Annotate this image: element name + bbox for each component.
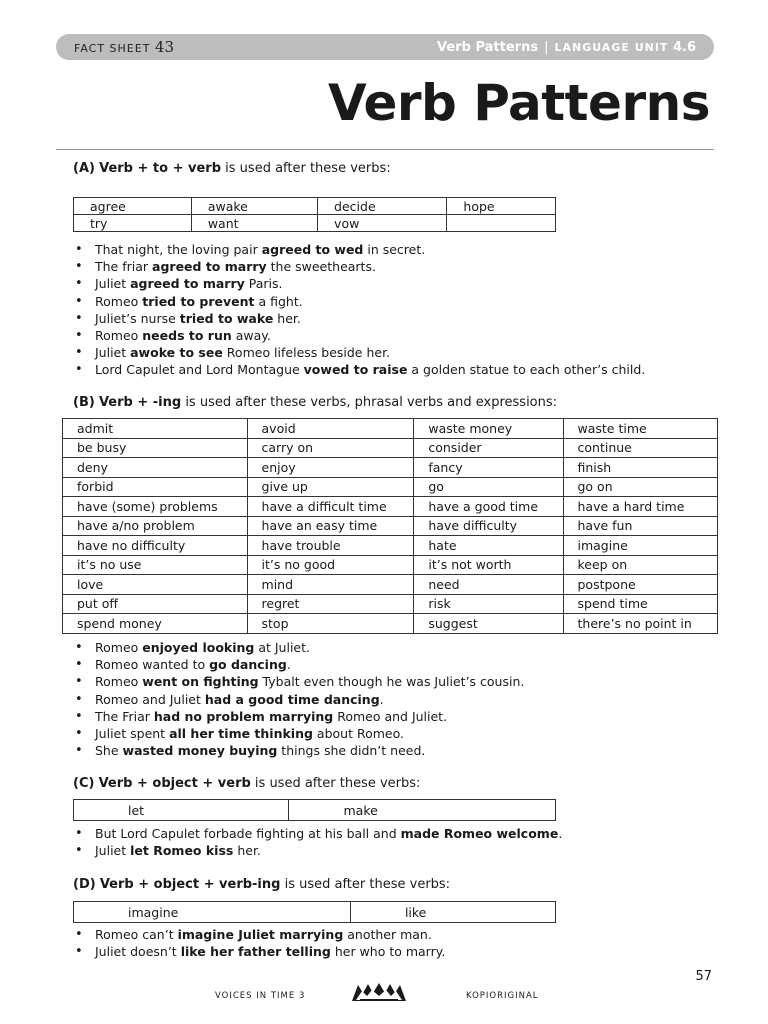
verb-pattern-highlight: let Romeo kiss <box>130 843 234 859</box>
sentence-text: . <box>379 691 384 707</box>
example-sentence <box>73 926 445 943</box>
sentence-text: her. <box>233 843 261 859</box>
example-sentence <box>73 673 524 690</box>
sentence-text: But Lord Capulet forbade fighting at his ball and <box>95 826 401 841</box>
section-d-table <box>73 901 556 923</box>
table-cell: enjoy <box>247 458 414 478</box>
table-cell: be busy <box>63 438 248 458</box>
sentence-text: Juliet <box>95 843 131 859</box>
section-d-description: is used after these verbs: <box>280 877 451 892</box>
verb-pattern-highlight: vowed to raise <box>303 362 408 378</box>
sentence-text: Juliet spent <box>95 725 170 741</box>
sentence-text: Juliet <box>95 276 131 292</box>
table-row <box>74 902 556 923</box>
verb-pattern-highlight: tried to wake <box>179 310 274 326</box>
topic-text: Verb Patterns <box>437 39 539 55</box>
verb-pattern-highlight: awoke to see <box>130 345 223 361</box>
section-d-examples <box>73 926 445 960</box>
table-cell: have trouble <box>247 536 414 556</box>
damm-logo <box>350 981 408 1003</box>
sentence-text: things she didn’t need. <box>277 743 426 759</box>
verb-pattern-highlight: tried to prevent <box>142 293 255 309</box>
example-sentence <box>73 258 645 275</box>
table-cell: continue <box>563 438 718 458</box>
verb-pattern-highlight: enjoyed looking <box>142 640 255 655</box>
table-cell: admit <box>63 419 248 439</box>
verb-pattern-highlight: agreed to marry <box>152 259 267 275</box>
table-cell: it’s no use <box>63 555 248 575</box>
section-d-pattern: Verb + object + verb-ing <box>99 877 281 892</box>
sentence-text: . <box>286 657 291 673</box>
verb-pattern-highlight: go dancing <box>209 657 287 673</box>
sentence-text: Romeo <box>95 293 143 309</box>
table-row <box>63 614 718 634</box>
section-a-description: is used after these verbs: <box>221 161 391 176</box>
header-bar <box>56 34 714 60</box>
table-cell: it’s not worth <box>414 555 563 575</box>
section-b-letter: (B) <box>73 395 95 410</box>
sentence-text: away. <box>231 327 271 343</box>
table-row <box>74 198 556 215</box>
section-d-heading <box>73 877 450 892</box>
sentence-text: Romeo can’t <box>95 927 178 942</box>
section-a-examples <box>73 241 645 379</box>
section-a-table <box>73 197 556 232</box>
sentence-text: the sweethearts. <box>266 259 376 275</box>
sentence-text: in secret. <box>363 242 426 257</box>
unit-text: LANGUAGE UNIT <box>554 40 669 54</box>
unit-label <box>437 40 696 55</box>
example-sentence <box>73 656 524 673</box>
table-cell: go <box>414 477 563 497</box>
example-sentence <box>73 842 562 859</box>
separator: | <box>544 39 549 55</box>
verb-pattern-highlight: imagine Juliet marrying <box>177 927 344 942</box>
table-row <box>63 419 718 439</box>
table-cell: want <box>191 215 317 232</box>
verb-pattern-highlight: had no problem marrying <box>153 708 334 724</box>
example-sentence <box>73 327 645 344</box>
example-sentence <box>73 361 645 378</box>
table-cell: consider <box>414 438 563 458</box>
table-cell: make <box>289 800 556 821</box>
table-cell: it’s no good <box>247 555 414 575</box>
sentence-text: a golden statue to each other’s child. <box>407 362 646 378</box>
page-number: 57 <box>695 969 712 984</box>
example-sentence <box>73 708 524 725</box>
verb-pattern-highlight: wasted money buying <box>122 743 278 759</box>
table-cell: let <box>74 800 289 821</box>
table-cell: spend money <box>63 614 248 634</box>
table-cell: have difficulty <box>414 516 563 536</box>
table-cell: vow <box>318 215 447 232</box>
sentence-text: . <box>558 826 563 841</box>
table-cell: keep on <box>563 555 718 575</box>
example-sentence <box>73 241 645 258</box>
table-cell: give up <box>247 477 414 497</box>
table-row <box>63 555 718 575</box>
section-c-examples <box>73 825 562 859</box>
page-title: Verb Patterns <box>327 74 710 132</box>
sentence-text: her who to marry. <box>330 944 446 960</box>
table-row <box>63 575 718 595</box>
section-c-description: is used after these verbs: <box>250 776 421 791</box>
section-a-pattern: Verb + to + verb <box>99 161 222 176</box>
example-sentence <box>73 344 645 361</box>
table-cell: postpone <box>563 575 718 595</box>
section-b-heading <box>73 395 557 410</box>
section-a-heading <box>73 161 391 176</box>
table-cell: mind <box>247 575 414 595</box>
table-row <box>63 438 718 458</box>
kopioriginal-label: KOPIORIGINAL <box>466 991 539 1001</box>
book-title: VOICES IN TIME 3 <box>215 991 306 1001</box>
example-sentence <box>73 275 645 292</box>
section-c-heading <box>73 776 420 791</box>
table-row <box>74 800 556 821</box>
table-cell: decide <box>318 198 447 215</box>
table-cell: love <box>63 575 248 595</box>
sentence-text: She <box>95 743 123 759</box>
verb-pattern-highlight: went on fighting <box>142 674 259 690</box>
table-cell: regret <box>247 594 414 614</box>
table-cell: hope <box>447 198 556 215</box>
table-cell: like <box>350 902 555 923</box>
table-row <box>63 516 718 536</box>
example-sentence <box>73 293 645 310</box>
table-cell <box>447 215 556 232</box>
table-cell: have an easy time <box>247 516 414 536</box>
table-cell: imagine <box>563 536 718 556</box>
table-cell: fancy <box>414 458 563 478</box>
sentence-text: Juliet <box>95 345 131 361</box>
table-cell: have (some) problems <box>63 497 248 517</box>
section-b-table <box>62 418 718 634</box>
table-row <box>63 536 718 556</box>
example-sentence <box>73 639 524 656</box>
sentence-text: Paris. <box>244 276 283 292</box>
sentence-text: That night, the loving pair <box>95 242 262 257</box>
table-cell: have a/no problem <box>63 516 248 536</box>
example-sentence <box>73 825 562 842</box>
sentence-text: a fight. <box>254 293 303 309</box>
fact-sheet-label <box>74 38 174 56</box>
table-cell: have no difficulty <box>63 536 248 556</box>
verb-pattern-highlight: all her time thinking <box>169 725 313 741</box>
example-sentence <box>73 742 524 759</box>
example-sentence <box>73 691 524 708</box>
sentence-text: about Romeo. <box>312 725 404 741</box>
sentence-text: The friar <box>95 259 153 275</box>
example-sentence <box>73 310 645 327</box>
section-c-pattern: Verb + object + verb <box>98 776 251 791</box>
section-b-description: is used after these verbs, phrasal verbs and expressions: <box>181 395 558 410</box>
table-row <box>63 477 718 497</box>
table-row <box>74 215 556 232</box>
section-a-letter: (A) <box>73 161 95 176</box>
sentence-text: Romeo <box>95 640 143 655</box>
sentence-text: at Juliet. <box>254 640 310 655</box>
sentence-text: Romeo and Juliet. <box>333 708 448 724</box>
verb-pattern-highlight: made Romeo welcome <box>400 826 559 841</box>
table-cell: put off <box>63 594 248 614</box>
verb-pattern-highlight: had a good time dancing <box>204 691 380 707</box>
table-cell: finish <box>563 458 718 478</box>
table-cell: imagine <box>74 902 351 923</box>
example-sentence <box>73 943 445 960</box>
sentence-text: Juliet’s nurse <box>95 310 180 326</box>
sentence-text: Romeo wanted to <box>95 657 210 673</box>
table-cell: there’s no point in <box>563 614 718 634</box>
section-b-pattern: Verb + -ing <box>98 395 182 410</box>
sentence-text: Romeo and Juliet <box>95 691 205 707</box>
table-cell: have a hard time <box>563 497 718 517</box>
table-cell: need <box>414 575 563 595</box>
table-row <box>63 497 718 517</box>
sentence-text: another man. <box>343 927 432 942</box>
table-cell: waste money <box>414 419 563 439</box>
table-cell: have a difficult time <box>247 497 414 517</box>
sentence-text: Lord Capulet and Lord Montague <box>95 362 304 378</box>
section-b-examples <box>73 639 524 759</box>
table-row <box>63 458 718 478</box>
table-cell: go on <box>563 477 718 497</box>
table-cell: have a good time <box>414 497 563 517</box>
table-cell: stop <box>247 614 414 634</box>
table-cell: carry on <box>247 438 414 458</box>
section-d-letter: (D) <box>73 877 96 892</box>
table-cell: forbid <box>63 477 248 497</box>
table-cell: deny <box>63 458 248 478</box>
fact-sheet-number: 43 <box>154 38 175 56</box>
title-divider <box>56 149 714 150</box>
verb-pattern-highlight: agreed to marry <box>130 276 245 292</box>
sentence-text: Romeo lifeless beside her. <box>222 345 391 361</box>
table-cell: try <box>74 215 192 232</box>
table-cell: spend time <box>563 594 718 614</box>
verb-pattern-highlight: agreed to wed <box>261 242 364 257</box>
example-sentence <box>73 725 524 742</box>
table-cell: awake <box>191 198 317 215</box>
verb-pattern-highlight: needs to run <box>142 327 232 343</box>
table-cell: avoid <box>247 419 414 439</box>
table-cell: have fun <box>563 516 718 536</box>
sentence-text: Romeo <box>95 674 143 690</box>
section-c-table <box>73 799 556 821</box>
section-c-letter: (C) <box>73 776 95 791</box>
table-cell: risk <box>414 594 563 614</box>
sentence-text: Juliet doesn’t <box>95 944 181 960</box>
verb-pattern-highlight: like her father telling <box>180 944 331 960</box>
sentence-text: her. <box>273 310 301 326</box>
sentence-text: Romeo <box>95 327 143 343</box>
table-row <box>63 594 718 614</box>
table-cell: waste time <box>563 419 718 439</box>
table-cell: agree <box>74 198 192 215</box>
table-cell: hate <box>414 536 563 556</box>
unit-number: 4.6 <box>672 39 696 55</box>
sentence-text: The Friar <box>95 708 154 724</box>
sentence-text: Tybalt even though he was Juliet’s cousin. <box>258 674 525 690</box>
table-cell: suggest <box>414 614 563 634</box>
fact-sheet-text: FACT SHEET <box>74 42 151 55</box>
